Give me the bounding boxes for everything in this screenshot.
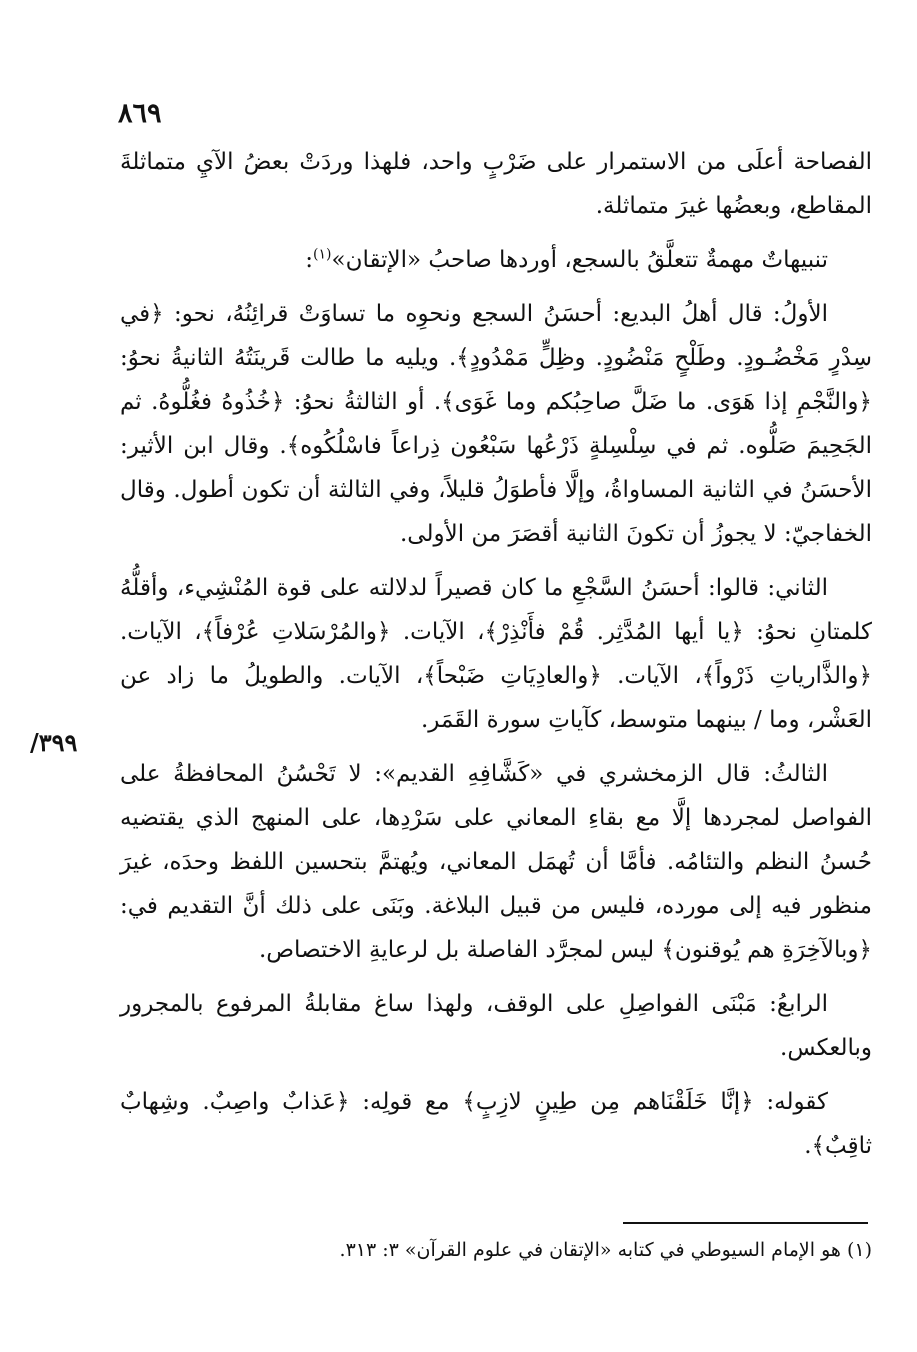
paragraph-fourth: الرابعُ: مَبْنَى الفواصِلِ على الوقف، ولهذا ساغ مقابلةُ المرفوع بالمجرور وبالعكس.: [120, 991, 872, 1061]
paragraph-intro: الفصاحة أعلَى من الاستمرار على ضَرْبٍ واحد، فلهذا وردَتْ بعضُ الآيِ متماثلةَ المقاطع، وبعضُها غيرَ متماثلة.: [120, 149, 872, 219]
paragraph-second: الثاني: قالوا: أحسَنُ السَّجْعِ ما كان قصيراً لدلالته على قوة المُنْشِيء، وأقلُّهُ كلمتانِ نحوُ: ﴿يا أيها المُدَّثِر. قُمْ فأَنْذِرْ﴾، الآيات. ﴿والمُرْسَلاتِ عُرْفاً﴾، الآيات. ﴿والذَّارياتِ ذَرْواً﴾، الآيات. ﴿والعادِيَاتِ ضَبْحاً﴾، الآيات. والطويلُ ما زاد عن العَشْر، وما / بينهما متوسط، كآياتِ سورة القَمَر.: [120, 575, 872, 733]
page-number: ٨٦٩: [118, 98, 162, 129]
paragraph-first: الأولُ: قال أهلُ البديع: أحسَنُ السجع ونحوِه ما تساوَتْ قرائِنُهُ، نحو: ﴿في سِدْرٍ مَخْضُـودٍ. وطَلْحٍ مَنْضُودٍ. وظِلٍّ مَمْدُودٍ﴾. ويليه ما طالت قَرينَتُهُ الثانيةُ نحوُ: ﴿والنَّجْمِ إذا هَوَى. ما ضَلَّ صاحِبُكم وما غَوَى﴾. أو الثالثةُ نحوُ: ﴿خُذُوهُ فغُلُّوهُ. ثم الجَحِيمَ صَلُّوه. ثم في سِلْسِلةٍ ذَرْعُها سَبْعُون ذِراعاً فاسْلُكُوه﴾. وقال ابن الأثير: الأحسَنُ في الثانية المساواةُ، وإلَّا فأطوَلُ قليلاً، وفي الثالثة أن تكون أطول. وقال الخفاجيّ: لا يجوزُ أن تكونَ الثانية أقصَرَ من الأولى.: [120, 301, 872, 547]
paragraph-third: الثالثُ: قال الزمخشري في «كَشَّافِهِ القديم»: لا تَحْسُنُ المحافظةُ على الفواصل لمجردها إلَّا مع بقاءِ المعاني على سَرْدِها، على المنهج الذي يقتضيه حُسنُ النظم والتئامُه. فأمَّا أن تُهمَل المعاني، ويُهتمَّ بتحسين اللفظ وحدَه، غيرَ منظور فيه إلى مورده، فليس من قبيل البلاغة. وبَنَى على ذلك أنَّ التقديم في: ﴿وبالآخِرَةِ هم يُوقنون﴾ ليس لمجرَّد الفاصلة بل لرعايةِ الاختصاص.: [120, 761, 872, 963]
footnote-marker: (١): [313, 246, 332, 263]
heading-text: تنبيهاتٌ مهمةٌ تتعلَّقُ بالسجع، أوردها صاحبُ «الإتقان»: [331, 247, 828, 273]
paragraph-heading: [120, 238, 872, 282]
footnote: (١) هو الإمام السيوطي في كتابه «الإتقان في علوم القرآن» ٣: ٣١٣.: [339, 1239, 872, 1261]
paragraph-example: كقوله: ﴿إنَّا خَلَقْنَاهم مِن طِينٍ لازِبٍ﴾ مع قولِه: ﴿عَذابٌ واصِبٌ. وشِهابٌ ثاقِبٌ﴾.: [120, 1089, 872, 1159]
heading-colon: :: [305, 247, 314, 273]
margin-page-reference: ٣٩٩/: [30, 728, 78, 757]
main-text: [120, 140, 872, 1178]
footnote-divider: [623, 1222, 868, 1224]
